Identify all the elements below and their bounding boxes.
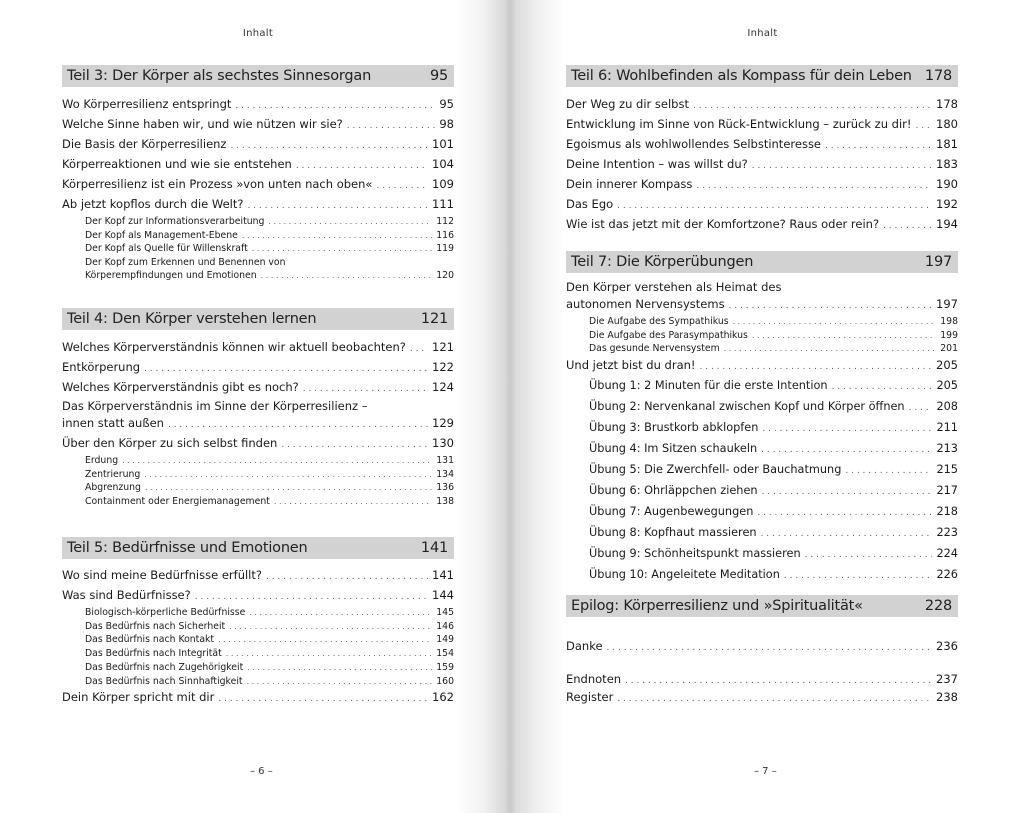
toc-entry-title: Körperreaktionen und wie sie entstehen bbox=[62, 157, 292, 171]
part-3-section bbox=[62, 65, 454, 282]
part-page: 121 bbox=[420, 311, 448, 327]
part-page: 228 bbox=[924, 598, 952, 614]
toc-entry-title: Erdung bbox=[85, 455, 119, 466]
toc-entry-page: 183 bbox=[936, 157, 958, 171]
toc-entry-page: 198 bbox=[940, 316, 958, 327]
toc-entry[interactable] bbox=[566, 397, 958, 418]
toc-entry-line: Das Körperverständnis im Sinne der Körperresilienz – bbox=[62, 399, 368, 413]
toc-entry-title: Zentrierung bbox=[85, 468, 141, 480]
toc-entry[interactable] bbox=[566, 115, 958, 135]
toc-entry-title: Der Kopf zur Informationsverarbeitung bbox=[85, 216, 265, 227]
toc-entry[interactable] bbox=[62, 135, 454, 155]
part-7-section bbox=[566, 251, 958, 586]
toc-entry[interactable] bbox=[62, 481, 454, 495]
toc-entry-title: Die Aufgabe des Sympathikus bbox=[589, 316, 729, 327]
toc-entry-page: 180 bbox=[936, 117, 958, 131]
epilog-section bbox=[566, 595, 958, 617]
toc-entry-page: 162 bbox=[432, 690, 454, 705]
part-page: 197 bbox=[924, 254, 952, 270]
toc-entry[interactable] bbox=[566, 195, 958, 215]
toc-entry[interactable] bbox=[62, 229, 454, 243]
toc-entry-page: 178 bbox=[936, 97, 958, 111]
toc-entry-title: Danke bbox=[566, 639, 603, 653]
toc-entry[interactable] bbox=[62, 495, 454, 509]
part-heading[interactable] bbox=[62, 308, 454, 330]
part-6-section bbox=[566, 65, 958, 235]
toc-entry[interactable] bbox=[566, 175, 958, 195]
toc-entry-title: Endnoten bbox=[566, 672, 622, 686]
toc-entry-page: 141 bbox=[432, 568, 454, 582]
toc-entry-title: innen statt außen bbox=[62, 416, 164, 430]
toc-entry-page: 208 bbox=[936, 400, 958, 414]
toc-entry[interactable] bbox=[62, 338, 454, 358]
toc-entry[interactable] bbox=[566, 439, 958, 460]
toc-entry[interactable] bbox=[62, 358, 454, 378]
part-title: Teil 6: Wohlbefinden als Kompass für dein Leben bbox=[571, 68, 912, 84]
toc-entry[interactable] bbox=[62, 566, 454, 586]
part-heading[interactable] bbox=[62, 65, 454, 87]
toc-entry-title: Über den Körper zu sich selbst finden bbox=[62, 436, 278, 450]
toc-entry[interactable] bbox=[62, 434, 454, 454]
toc-entry[interactable] bbox=[62, 378, 454, 398]
toc-entry-page: 131 bbox=[436, 455, 454, 466]
toc-entry-page: 236 bbox=[936, 639, 958, 653]
toc-entry[interactable] bbox=[62, 155, 454, 175]
toc-entry-title: Körperempfindungen und Emotionen bbox=[85, 270, 257, 282]
toc-entry-page: 122 bbox=[432, 360, 454, 374]
toc-entry-page: 101 bbox=[432, 137, 454, 151]
toc-entry-title: Übung 9: Schönheitspunkt massieren bbox=[589, 547, 801, 561]
toc-entry[interactable] bbox=[62, 688, 454, 708]
toc-entry-title: Übung 1: 2 Minuten für die erste Intention bbox=[589, 379, 828, 393]
part-heading[interactable] bbox=[566, 251, 958, 273]
toc-entry[interactable] bbox=[62, 115, 454, 135]
part-heading[interactable] bbox=[566, 65, 958, 87]
toc-entry[interactable] bbox=[62, 454, 454, 468]
toc-entry-title: Das gesunde Nervensystem bbox=[589, 343, 720, 355]
toc-entry[interactable] bbox=[62, 95, 454, 115]
right-page bbox=[510, 0, 1020, 813]
toc-entry-title: Entkörperung bbox=[62, 360, 141, 374]
toc-entry-page: 238 bbox=[936, 690, 958, 704]
toc-entry-page: 138 bbox=[436, 496, 454, 508]
toc-entry[interactable] bbox=[566, 155, 958, 175]
toc-entry-page: 124 bbox=[432, 380, 454, 394]
toc-entry-title: Entwicklung im Sinne von Rück-Entwicklung – zurück zu dir! bbox=[566, 117, 912, 131]
toc-entry-title: Das Bedürfnis nach Integrität bbox=[85, 648, 222, 660]
toc-entry-title: Übung 10: Angeleitete Meditation bbox=[589, 568, 780, 582]
toc-entry[interactable] bbox=[62, 215, 454, 229]
part-title: Teil 3: Der Körper als sechstes Sinnesorgan bbox=[67, 68, 372, 84]
toc-entry-page: 129 bbox=[432, 416, 454, 430]
toc-entry-title: Körperresilienz ist ein Prozess »von unten nach oben« bbox=[62, 177, 373, 191]
toc-entry-title: Wo sind meine Bedürfnisse erfüllt? bbox=[62, 568, 262, 582]
toc-entry-title: Welche Sinne haben wir, und wie nützen wir sie? bbox=[62, 117, 343, 131]
toc-entry[interactable] bbox=[566, 502, 958, 523]
toc-entry[interactable] bbox=[62, 633, 454, 647]
toc-entry-title: Der Kopf als Quelle für Willenskraft bbox=[85, 243, 248, 255]
toc-entry-title: Die Aufgabe des Parasympathikus bbox=[589, 329, 748, 341]
running-head: Inhalt bbox=[747, 28, 778, 39]
toc-entry[interactable] bbox=[566, 671, 958, 689]
toc-entry-title: Dein Körper spricht mit dir bbox=[62, 690, 215, 705]
toc-entry-title: Abgrenzung bbox=[85, 482, 141, 494]
toc-entry-page: 104 bbox=[432, 157, 454, 171]
part-title: Teil 4: Den Körper verstehen lernen bbox=[67, 311, 317, 327]
toc-entry-page: 134 bbox=[436, 468, 454, 480]
toc-entry[interactable] bbox=[566, 481, 958, 502]
toc-entry-page: 159 bbox=[436, 661, 454, 673]
part-page: 95 bbox=[429, 68, 448, 84]
part-heading[interactable] bbox=[62, 537, 454, 559]
toc-entry-title: Der Kopf als Management-Ebene bbox=[85, 229, 238, 241]
toc-entry[interactable] bbox=[566, 637, 958, 657]
toc-entry[interactable] bbox=[566, 95, 958, 115]
toc-entry[interactable] bbox=[566, 342, 958, 356]
toc-entry-title: Das Bedürfnis nach Sinnhaftigkeit bbox=[85, 675, 243, 687]
part-page: 178 bbox=[924, 68, 952, 84]
toc-entry[interactable] bbox=[566, 460, 958, 481]
toc-entry-page: 160 bbox=[436, 675, 454, 687]
toc-entry-page: 144 bbox=[432, 588, 454, 602]
toc-entry-title: Der Weg zu dir selbst bbox=[566, 97, 689, 111]
toc-entry[interactable] bbox=[566, 215, 958, 235]
toc-entry[interactable] bbox=[62, 256, 454, 282]
toc-entry[interactable] bbox=[62, 647, 454, 661]
toc-entry-page: 217 bbox=[936, 484, 958, 498]
toc-entry-page: 111 bbox=[432, 197, 454, 211]
part-heading[interactable] bbox=[566, 595, 958, 617]
part-title: Teil 7: Die Körperübungen bbox=[571, 254, 754, 270]
toc-entry-title: Und jetzt bist du dran! bbox=[566, 358, 696, 373]
running-head: Inhalt bbox=[242, 28, 274, 39]
toc-entry[interactable] bbox=[62, 398, 454, 434]
toc-entry-page: 237 bbox=[936, 672, 958, 686]
toc-entry-page: 121 bbox=[432, 340, 454, 354]
toc-entry-page: 109 bbox=[432, 177, 454, 191]
toc-entry[interactable] bbox=[62, 606, 454, 620]
toc-entry[interactable] bbox=[62, 661, 454, 675]
toc-entry[interactable] bbox=[566, 565, 958, 586]
toc-entry-title: Welches Körperverständnis können wir aktuell beobachten? bbox=[62, 340, 406, 354]
toc-entry-page: 149 bbox=[436, 634, 454, 646]
toc-entry-page: 218 bbox=[936, 505, 958, 519]
toc-entry[interactable] bbox=[566, 544, 958, 565]
toc-entry[interactable] bbox=[566, 329, 958, 343]
toc-entry[interactable] bbox=[62, 586, 454, 606]
toc-entry-title: Das Bedürfnis nach Sicherheit bbox=[85, 620, 226, 632]
toc-entry[interactable] bbox=[62, 468, 454, 482]
book-gutter-shadow bbox=[455, 0, 565, 813]
toc-entry-title: Wie ist das jetzt mit der Komfortzone? Raus oder rein? bbox=[566, 217, 880, 231]
page-number: – 6 – bbox=[250, 766, 273, 777]
toc-entry-page: 130 bbox=[432, 436, 454, 450]
part-title: Epilog: Körperresilienz und »Spiritualität« bbox=[571, 598, 863, 614]
toc-entry[interactable] bbox=[566, 689, 958, 707]
toc-entry-title: Übung 8: Kopfhaut massieren bbox=[589, 526, 757, 540]
toc-entry[interactable] bbox=[62, 620, 454, 634]
toc-entry-page: 223 bbox=[936, 526, 958, 540]
toc-entry-title: Übung 6: Ohrläppchen ziehen bbox=[589, 484, 758, 498]
toc-entry-title: Was sind Bedürfnisse? bbox=[62, 588, 191, 602]
part-page: 141 bbox=[420, 540, 448, 556]
toc-entry[interactable] bbox=[62, 242, 454, 256]
toc-entry-title: Das Bedürfnis nach Zugehörigkeit bbox=[85, 661, 244, 673]
toc-entry-page: 211 bbox=[936, 421, 958, 435]
toc-entry-title: Containment oder Energiemanagement bbox=[85, 496, 270, 508]
toc-entry[interactable] bbox=[566, 523, 958, 544]
toc-entry-title: Welches Körperverständnis gibt es noch? bbox=[62, 380, 299, 394]
toc-entry-page: 112 bbox=[436, 216, 454, 227]
toc-entry-title: Egoismus als wohlwollendes Selbstinteresse bbox=[566, 137, 822, 151]
toc-entry-page: 154 bbox=[436, 648, 454, 660]
toc-entry-title: Übung 2: Nervenkanal zwischen Kopf und Körper öffnen bbox=[589, 400, 905, 414]
toc-entry-title: Dein innerer Kompass bbox=[566, 177, 693, 191]
toc-entry-title: Wo Körperresilienz entspringt bbox=[62, 97, 232, 111]
toc-entry-page: 146 bbox=[436, 620, 454, 632]
toc-entry-page: 136 bbox=[436, 482, 454, 494]
toc-entry[interactable] bbox=[62, 675, 454, 689]
toc-entry-title: Übung 3: Brustkorb abklopfen bbox=[589, 421, 759, 435]
toc-entry-page: 199 bbox=[940, 329, 958, 341]
toc-entry-page: 201 bbox=[940, 343, 958, 355]
toc-entry-title: Deine Intention – was willst du? bbox=[566, 157, 748, 171]
toc-entry-page: 205 bbox=[936, 358, 958, 373]
toc-entry-page: 192 bbox=[936, 197, 958, 211]
toc-entry-page: 95 bbox=[439, 97, 454, 111]
toc-entry-title: Übung 7: Augenbewegungen bbox=[589, 505, 754, 519]
toc-entry-title: Ab jetzt kopflos durch die Welt? bbox=[62, 197, 244, 211]
toc-entry-title: Die Basis der Körperresilienz bbox=[62, 137, 227, 151]
toc-entry[interactable] bbox=[566, 376, 958, 397]
toc-entry[interactable] bbox=[566, 135, 958, 155]
toc-entry-page: 205 bbox=[936, 379, 958, 393]
toc-entry-page: 181 bbox=[936, 137, 958, 151]
toc-entry-page: 226 bbox=[936, 568, 958, 582]
part-title: Teil 5: Bedürfnisse und Emotionen bbox=[67, 540, 308, 556]
toc-entry[interactable] bbox=[62, 195, 454, 215]
toc-entry-line: Der Kopf zum Erkennen und Benennen von bbox=[85, 257, 286, 269]
toc-entry[interactable] bbox=[566, 279, 958, 315]
part-4-section bbox=[62, 308, 454, 509]
toc-entry-title: Biologisch-körperliche Bedürfnisse bbox=[85, 607, 246, 618]
toc-entry[interactable] bbox=[566, 315, 958, 329]
toc-entry-page: 190 bbox=[936, 177, 958, 191]
toc-entry-title: Übung 5: Die Zwerchfell- oder Bauchatmung bbox=[589, 463, 842, 477]
toc-entry-title: Register bbox=[566, 690, 614, 704]
toc-entry-title: autonomen Nervensystems bbox=[566, 297, 725, 311]
toc-entry[interactable] bbox=[566, 418, 958, 439]
toc-entry-title: Übung 4: Im Sitzen schaukeln bbox=[589, 442, 758, 456]
toc-entry-line: Den Körper verstehen als Heimat des bbox=[566, 280, 782, 294]
toc-entry[interactable] bbox=[566, 356, 958, 376]
toc-entry-page: 215 bbox=[936, 463, 958, 477]
toc-entry-page: 145 bbox=[436, 607, 454, 618]
toc-entry-title: Das Bedürfnis nach Kontakt bbox=[85, 634, 215, 646]
toc-entry-page: 120 bbox=[436, 270, 454, 282]
part-5-section bbox=[62, 537, 454, 708]
back-matter bbox=[566, 637, 958, 707]
toc-entry[interactable] bbox=[62, 175, 454, 195]
toc-entry-page: 116 bbox=[436, 229, 454, 241]
toc-entry-page: 224 bbox=[936, 547, 958, 561]
toc-entry-page: 213 bbox=[936, 442, 958, 456]
toc-entry-title: Das Ego bbox=[566, 197, 614, 211]
toc-entry-page: 119 bbox=[436, 243, 454, 255]
toc-entry-page: 98 bbox=[439, 117, 454, 131]
page-number: – 7 – bbox=[754, 766, 777, 777]
toc-entry-page: 197 bbox=[936, 297, 958, 311]
toc-entry-page: 194 bbox=[936, 217, 958, 231]
